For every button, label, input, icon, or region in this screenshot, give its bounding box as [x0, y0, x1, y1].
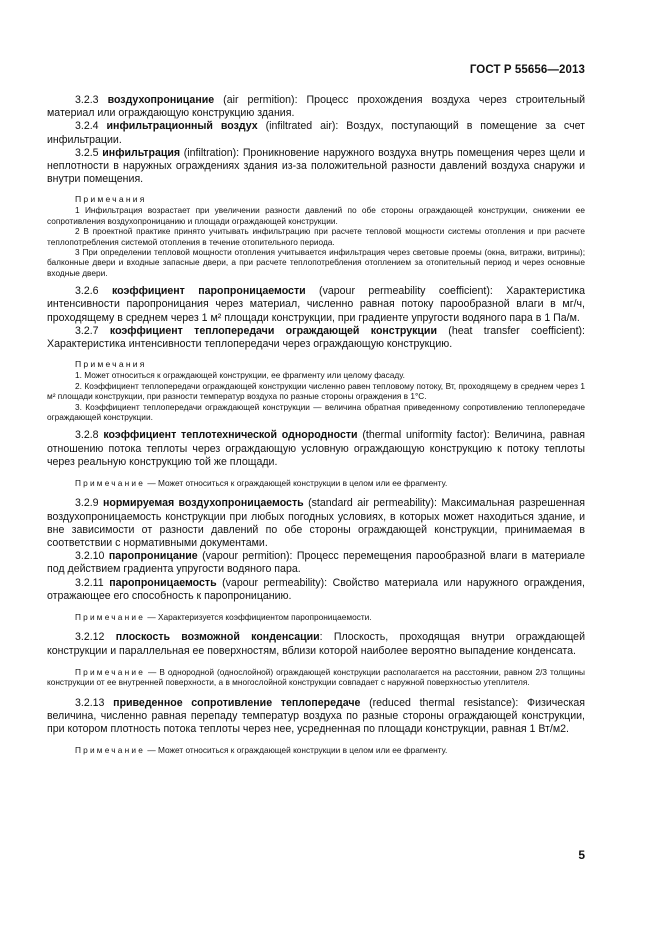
- term-3-2-4: 3.2.4 инфильтрационный воздух (infiltrated air): Воздух, поступающий в помещение за счет инфильтрации.: [47, 120, 585, 146]
- note-item: 1. Может относиться к ограждающей конструкции, ее фрагменту или целому фасаду.: [75, 370, 405, 381]
- note-item: 1 Инфильтрация возрастает при увеличении разности давлений по обе стороны ограждающей конструкции, снижении ее сопротивления воздухопроницанию и площади ограждающей конструкции.: [47, 205, 585, 226]
- notes-heading: Примечания: [75, 359, 147, 370]
- term-title: паропроницаемость: [109, 576, 217, 589]
- term-3-2-12: 3.2.12 плоскость возможной конденсации: Плоскость, проходящая внутри ограждающей конструкции и параллельная ее поверхностям, вблизи которой наиболее вероятно выпадение конденсата.: [47, 631, 585, 657]
- term-title: паропроницание: [108, 550, 198, 563]
- term-3-2-11: 3.2.11 паропроницаемость (vapour permeability): Свойство материала или наружного ограждения, отражающее его способность к паропроницанию.: [47, 576, 585, 602]
- note-item: 2 В проектной практике принято учитывать инфильтрацию при расчете тепловой мощности системы отопления и при расчете теплопотребления системой отопления в течение отопительного периода.: [47, 226, 585, 247]
- note-3-2-11: Примечание — Характеризуется коэффициентом паропроницаемости.: [75, 611, 372, 622]
- term-3-2-10: 3.2.10 паропроницание (vapour permition): Процесс перемещения парообразной влаги в материале под действием градиента упругости водяного пара.: [47, 550, 585, 576]
- term-title: коэффициент теплопередачи ограждающей конструкции: [109, 324, 437, 337]
- term-title: приведенное сопротивление теплопередаче: [113, 696, 361, 709]
- note-item: 3 При определении тепловой мощности отопления учитывается инфильтрация через световые проемы (окна, витражи, витрины); балконные двери и входные запасные двери, а при расчете теплопотребления отоплением за отопительный период и через основные входные двери.: [47, 247, 585, 278]
- term-title: плоскость возможной конденсации: [115, 631, 320, 644]
- term-title: коэффициент теплотехнической однородности: [103, 429, 358, 442]
- term-3-2-13: 3.2.13 приведенное сопротивление теплопередаче (reduced thermal resistance): Физическая величина, численно равная перепаду температур воздуха по разные стороны ограждающей конструкции, при котором плотность потока теплоты через нее, усредненная по площади конструкции, равная 1 Вт/м2.: [47, 696, 585, 735]
- note-3-2-13: Примечание — Может относиться к ограждающей конструкции в целом или ее фрагменту.: [75, 745, 448, 756]
- document-code: ГОСТ Р 55656—2013: [469, 64, 585, 76]
- term-3-2-5: 3.2.5 инфильтрация (infiltration): Проникновение наружного воздуха внутрь помещения через щели и неплотности в наружных ограждениях здания из-за положительной разности давлений воздуха снаружи и внутри помещения.: [47, 146, 585, 186]
- term-title: коэффициент паропроницаемости: [111, 285, 306, 298]
- note-item: 2. Коэффициент теплопередачи ограждающей конструкции численно равен тепловому потоку, Вт, проходящему в среднем через 1 м² площади конструкции, при разности температур воздуха по разные стороны ограждения в 1°С.: [47, 380, 585, 402]
- term-3-2-8: 3.2.8 коэффициент теплотехнической однородности (thermal uniformity factor): Величина, равная отношению потока теплоты через ограждающую условную ограждающую конструкцию к потоку теплоты через реальную конструкцию той же площади.: [47, 429, 585, 468]
- page-number: 5: [578, 848, 585, 862]
- term-title: инфильтрационный воздух: [106, 120, 258, 133]
- note-3-2-12: Примечание — В однородной (однослойной) ограждающей конструкции располагается на расстоянии, равном 2/3 толщины конструкции от ее внутренней поверхности, а в многослойной конструкции совпадает с наружной поверхностью утеплителя.: [47, 666, 585, 688]
- term-3-2-9: 3.2.9 нормируемая воздухопроницаемость (standard air permeability): Максимальная разрешенная воздухопроницаемость конструкции при любых погодных условиях, в которых может находиться здание, и вне зависимости от разности давлений по обе стороны ограждающей конструкции, принимаемая в соответствии с нормативными документами.: [47, 497, 585, 549]
- term-3-2-7: 3.2.7 коэффициент теплопередачи ограждающей конструкции (heat transfer coefficient): Характеристика интенсивности теплопередачи через ограждающую конструкцию.: [47, 324, 585, 351]
- note-item: 3. Коэффициент теплопередачи ограждающей конструкции — величина обратная приведенному сопротивлению теплопередаче ограждающей конструкции.: [47, 401, 585, 422]
- term-3-2-6: 3.2.6 коэффициент паропроницаемости (vapour permeability coefficient): Характеристика интенсивности паропроницания через материал, численно равная потоку парообразной влаги в мг/ч, проходящему в среднем через 1 м² площади конструкции, при градиенте упругости водяного пара в 1 Па/м.: [47, 285, 585, 324]
- term-title: нормируемая воздухопроницаемость: [102, 497, 304, 510]
- term-3-2-3: 3.2.3 воздухопроницание (air permition): Процесс прохождения воздуха через строительный материал или ограждающую конструкцию здания.: [47, 94, 585, 120]
- document-body: [47, 94, 585, 765]
- note-3-2-8: Примечание — Может относиться к ограждающей конструкции в целом или ее фрагменту.: [75, 477, 448, 488]
- term-title: инфильтрация: [102, 146, 181, 159]
- term-title: воздухопроницание: [107, 94, 215, 106]
- notes-heading: Примечания: [75, 194, 147, 205]
